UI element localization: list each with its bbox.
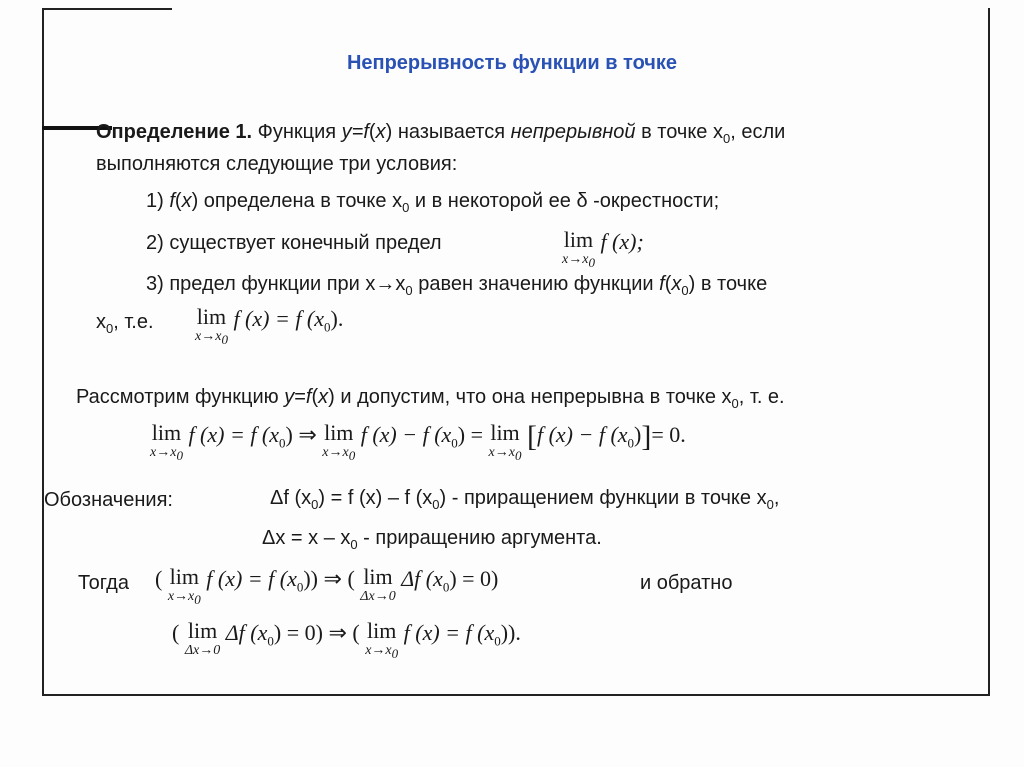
then-label: Тогда: [78, 572, 129, 594]
condition-3-cont: $x_0$, т.е.: [96, 311, 154, 336]
conversely-label: и обратно: [640, 572, 733, 594]
condition-1: 1) f(x) определена в точке $x_0$ и в некоторой ее δ -окрестности;: [146, 190, 720, 215]
condition-3: 3) предел функции при $x\to x_0$ равен значению функции $f(x_0)$ в точке: [146, 273, 768, 298]
frame-top-line: [42, 8, 172, 10]
consider-formula: lim $x\to x_0$ f (x) = f $(x_0)$ ⇒ lim $x\to x_0$ f (x) − f $(x_0)$ = lim $x\to x_0$ [f (x) − f $(x_0)]= 0$.: [150, 420, 686, 463]
term-continuous: непрерывной: [510, 121, 636, 143]
notation-label: Обозначения:: [44, 489, 173, 511]
converse-formula: ( lim Δx→0 Δf $(x_0) = 0$) ⇒ ( lim $x\to x_0$ f (x) = f $(x_0)$).: [172, 618, 521, 661]
notation-delta-x: $\Delta x = x - x_0$ - приращению аргумента.: [262, 527, 602, 552]
definition-label: Определение 1.: [96, 121, 253, 143]
condition-2: 2) существует конечный предел: [146, 232, 442, 254]
slide-title: Непрерывность функции в точке: [346, 52, 678, 74]
then-formula: ( lim $x\to x_0$ f (x) = f $(x_0)$) ⇒ ( lim Δx→0 Δf $(x_0) = 0$): [155, 564, 499, 607]
notation-delta-f: Δf $(x_0) = f$ (x) – f $(x_0)$ - приращением функции в точке $x_0$,: [270, 487, 780, 512]
condition-2-formula: lim $x\to x_0$ f (x);: [562, 227, 644, 270]
definition-line-1: Определение 1. Функция y=f(x) называется непрерывной в точке $x_0$, если: [96, 121, 786, 146]
consider-line: Рассмотрим функцию y=f(x) и допустим, что она непрерывна в точке $x_0$, т. е.: [76, 386, 785, 411]
definition-line-2: выполняются следующие три условия:: [96, 153, 458, 175]
condition-3-formula: lim $x\to x_0$ f (x) = f $(x_0)$.: [195, 304, 344, 347]
